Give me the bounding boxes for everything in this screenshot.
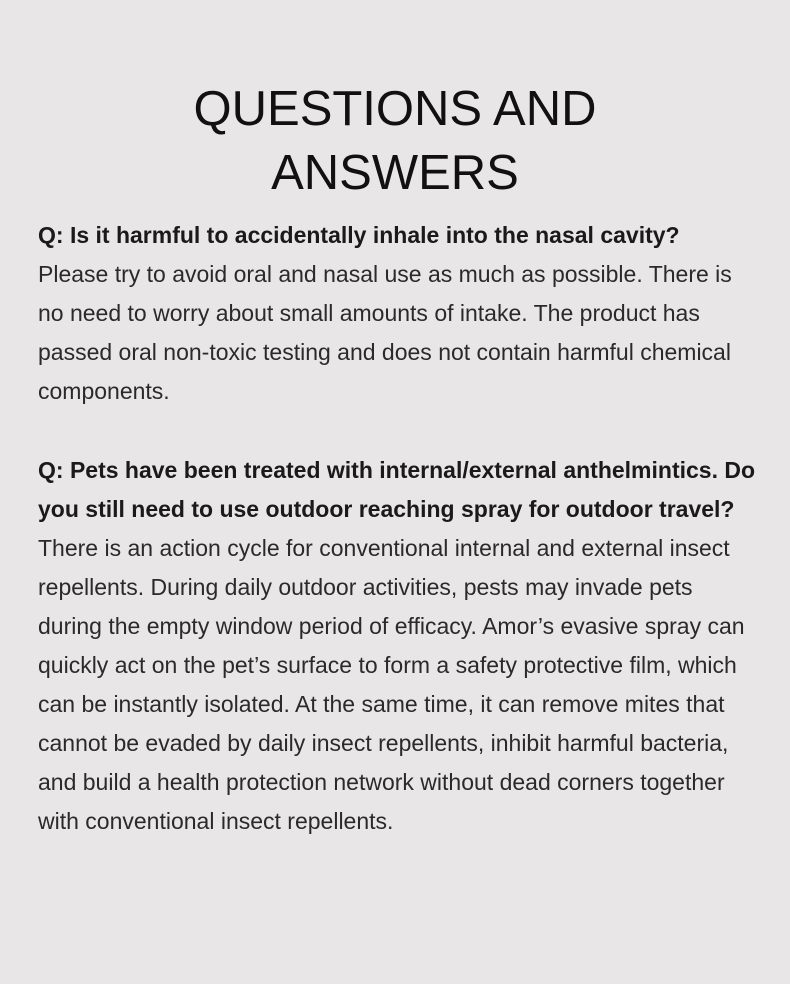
page-title-line-2: ANSWERS bbox=[271, 145, 519, 200]
page-title bbox=[0, 77, 790, 205]
qa-item bbox=[38, 216, 758, 411]
question-text: Q: Is it harmful to accidentally inhale into the nasal cavity? bbox=[38, 222, 680, 248]
qa-item bbox=[38, 451, 758, 841]
question-text: Q: Pets have been treated with internal/external anthelmintics. Do you still need to use outdoor reaching spray for outdoor travel? bbox=[38, 457, 756, 522]
page-title-line-1: QUESTIONS AND bbox=[193, 81, 597, 136]
answer-text: There is an action cycle for conventional internal and external insect repellents. During daily outdoor activities, pests may invade pets during the empty window period of efficacy. Amor’s evasive spray can quickly act on the pet’s surface to form a safety protective film, which can be instantly isolated. At the same time, it can remove mites that cannot be evaded by daily insect repellents, inhibit harmful bacteria, and build a health protection network without dead corners together with conventional insect repellents. bbox=[38, 535, 745, 834]
answer-text: Please try to avoid oral and nasal use as much as possible. There is no need to worry about small amounts of intake. The product has passed oral non-toxic testing and does not contain harmful chemical components. bbox=[38, 261, 732, 404]
